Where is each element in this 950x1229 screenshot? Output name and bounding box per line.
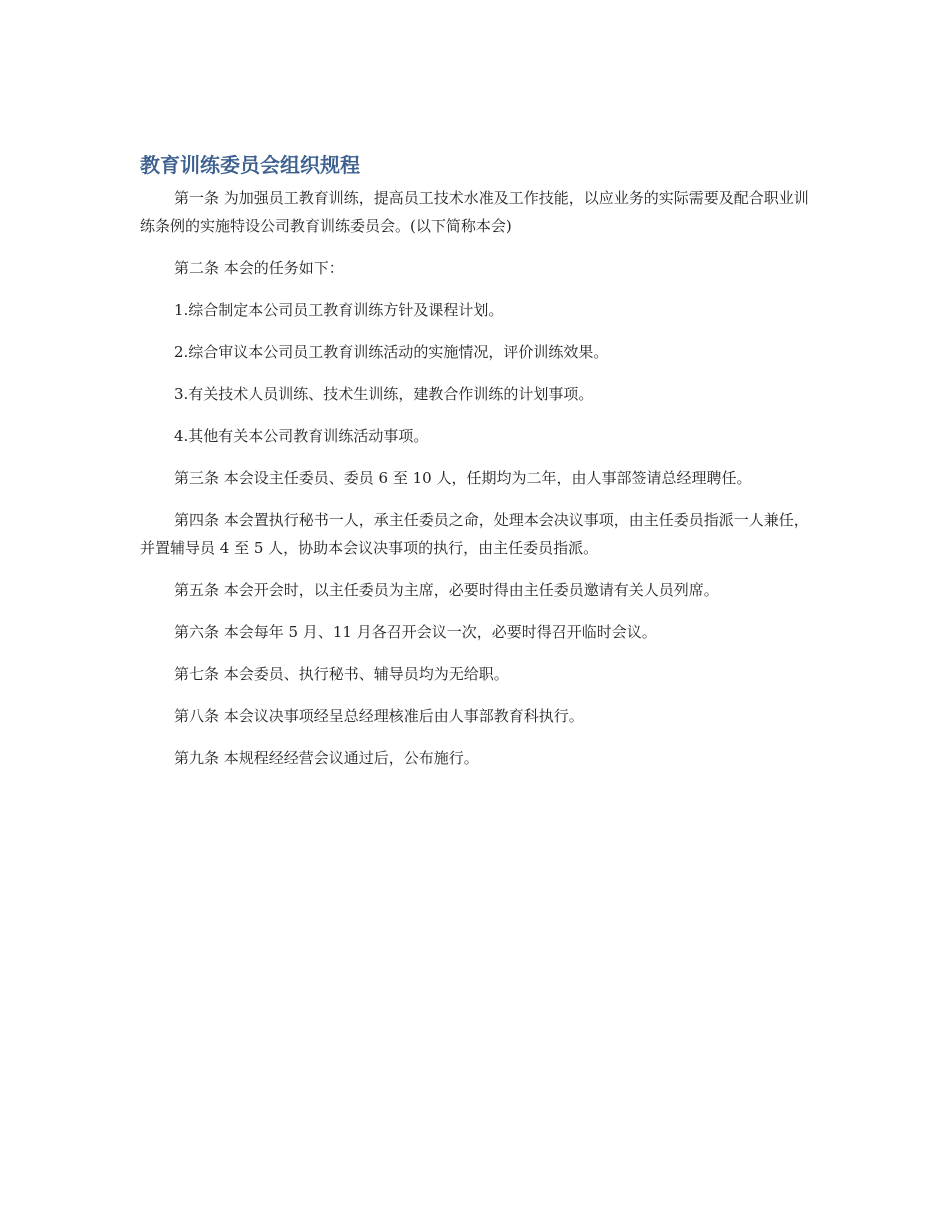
article-2-item-2: 2.综合审议本公司员工教育训练活动的实施情况，评价训练效果。	[174, 343, 609, 361]
article-2-item-1: 1.综合制定本公司员工教育训练方针及课程计划。	[174, 301, 504, 319]
article-6: 第六条 本会每年 5 月、11 月各召开会议一次，必要时得召开临时会议。	[174, 623, 657, 641]
article-2-item-4: 4.其他有关本公司教育训练活动事项。	[174, 427, 429, 445]
article-7: 第七条 本会委员、执行秘书、辅导员均为无给职。	[174, 665, 509, 683]
article-2-item-3: 3.有关技术人员训练、技术生训练，建教合作训练的计划事项。	[174, 385, 594, 403]
article-5: 第五条 本会开会时，以主任委员为主席，必要时得由主任委员邀请有关人员列席。	[174, 581, 719, 599]
article-4: 第四条 本会置执行秘书一人，承主任委员之命，处理本会决议事项，由主任委员指派一人兼任，并置辅导员 4 至 5 人，协助本会议决事项的执行，由主任委员指派。	[140, 511, 809, 557]
document-title: 教育训练委员会组织规程	[140, 153, 360, 177]
document-body	[140, 150, 812, 786]
article-9: 第九条 本规程经经营会议通过后，公布施行。	[174, 749, 479, 767]
article-8: 第八条 本会议决事项经呈总经理核准后由人事部教育科执行。	[174, 707, 584, 725]
article-2: 第二条 本会的任务如下：	[174, 259, 344, 277]
article-3: 第三条 本会设主任委员、委员 6 至 10 人，任期均为二年，由人事部签请总经理聘任。	[174, 469, 752, 487]
article-1: 第一条 为加强员工教育训练，提高员工技术水准及工作技能，以应业务的实际需要及配合职业训练条例的实施特设公司教育训练委员会。(以下简称本会)	[140, 189, 809, 235]
